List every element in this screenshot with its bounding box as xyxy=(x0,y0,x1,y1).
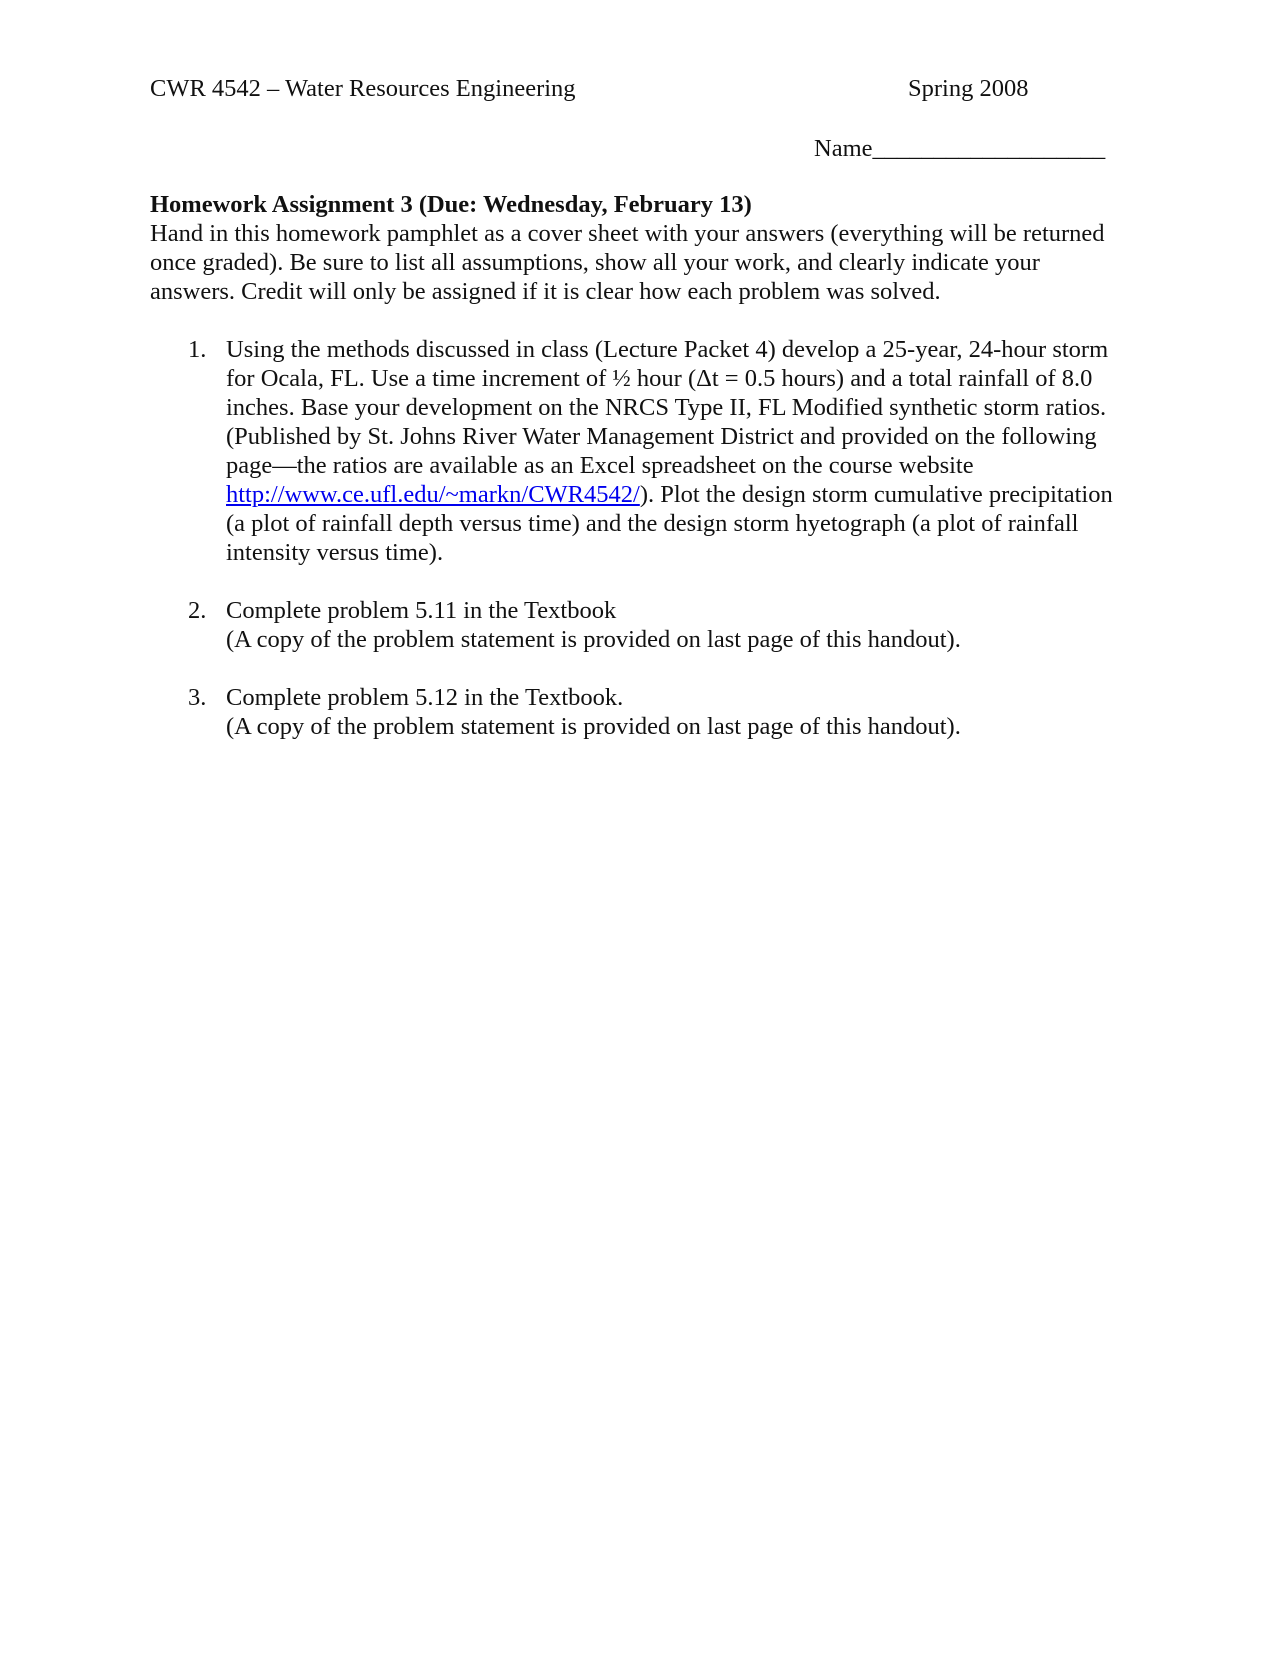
problem-statement: Complete problem 5.11 in the Textbook xyxy=(226,597,617,624)
problem-number: 2. xyxy=(188,597,207,624)
problem-item-2 xyxy=(150,596,1150,654)
problem-number: 3. xyxy=(188,684,207,711)
problem-item-1 xyxy=(150,335,1150,567)
term-label: Spring 2008 xyxy=(908,75,1029,102)
assignment-title: Homework Assignment 3 (Due: Wednesday, February 13) xyxy=(150,191,752,218)
problem-text-part: Using the methods discussed in class (Lecture Packet 4) develop a 25-year, 24-hour storm for Ocala, FL. Use a time increment of ½ hour (Δt = 0.5 hours) and a total rainfall of 8.0 inches. Base your development on the NRCS Type II, FL Modified synthetic storm ratios. (Published by St. Johns River Water Management District and provided on the following page—the ratios are available as an Excel spreadsheet on the course website xyxy=(226,336,1109,479)
problem-note: (A copy of the problem statement is provided on last page of this handout). xyxy=(226,626,961,653)
problem-item-3 xyxy=(150,683,1150,741)
problem-text-part: ). Plot the design storm cumulative precipitation (a plot of rainfall depth versus time) and the design storm hyetograph (a plot of rainfall intensity versus time). xyxy=(226,481,1113,566)
assignment-instructions: Hand in this homework pamphlet as a cover sheet with your answers (everything will be returned once graded). Be sure to list all assumptions, show all your work, and clearly indicate your answers. Credit will only be assigned if it is clear how each problem was solved. xyxy=(150,220,1105,305)
course-title: CWR 4542 – Water Resources Engineering xyxy=(150,75,576,102)
problem-list xyxy=(150,335,1150,770)
problem-text xyxy=(226,683,1134,741)
problem-text xyxy=(226,335,1134,567)
problem-number: 1. xyxy=(188,336,207,363)
problem-text xyxy=(226,596,1134,654)
problem-note: (A copy of the problem statement is provided on last page of this handout). xyxy=(226,713,961,740)
name-field-label: Name___________________ xyxy=(814,135,1106,162)
course-website-link[interactable]: http://www.ce.ufl.edu/~markn/CWR4542/ xyxy=(226,481,640,508)
problem-statement: Complete problem 5.12 in the Textbook. xyxy=(226,684,624,711)
